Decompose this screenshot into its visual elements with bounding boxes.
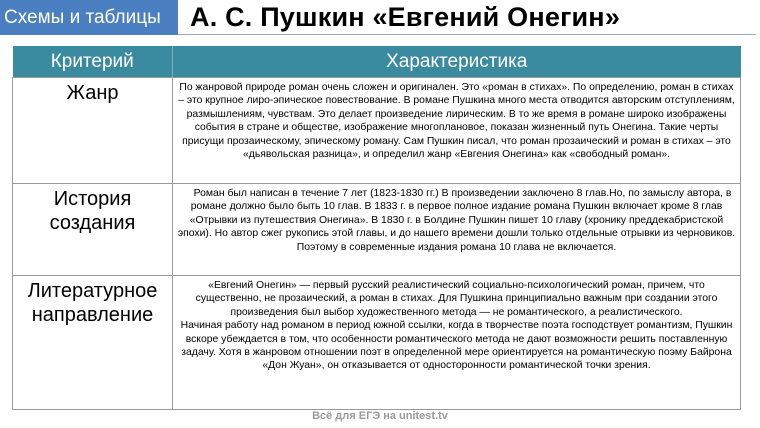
column-header-characteristic: Характеристика — [173, 46, 741, 78]
criterion-cell — [13, 184, 173, 276]
table-row-literary-direction — [13, 276, 741, 410]
table-row-genre — [13, 78, 741, 184]
criterion-label: Литературное направление — [27, 280, 158, 326]
description-paragraph: Начиная работу над романом в период южной ссылки, когда в творчестве поэта господствует романтизм, Пушкин вскоре убеждается в том, что особенности романтического метода не дают возможности решить поставленную задачу. Хотя в жанровом отношении поэт в определенной мере ориентируется на романтическую поэму Байрона «Дон Жуан», он отказывается от односторонности романтической точки зрения. — [180, 320, 733, 372]
table-row-history — [13, 184, 741, 276]
title-underline — [178, 34, 756, 35]
description-cell — [173, 184, 741, 276]
page-title: А. С. Пушкин «Евгений Онегин» — [190, 2, 621, 32]
section-tag: Схемы и таблицы — [0, 0, 178, 35]
criteria-table — [12, 46, 741, 410]
description-cell — [173, 276, 741, 410]
column-header-criterion: Критерий — [13, 46, 173, 78]
criterion-cell: Жанр — [13, 78, 173, 184]
description-paragraph: «Евгений Онегин» — первый русский реалистический социально-психологический роман, причем, что существенно, не прозаический, а роман в стихах. Для Пушкина принципиально важным при создании этого произведения был выбор художественного метода — не романтического, а реалистического. — [195, 280, 718, 318]
description-cell — [173, 78, 741, 184]
footer-credit: Всё для ЕГЭ на unitest.tv — [312, 410, 448, 422]
criterion-cell — [13, 276, 173, 410]
table-header-row — [13, 46, 741, 78]
criterion-label: История создания — [49, 188, 136, 234]
description-paragraph: Роман был написан в течение 7 лет (1823-1830 гг.) В произведении заключено 8 глав.Но, по замыслу автора, в романе должно было быть 10 глав. В 1833 г. в первое полное издание романа Пушкин включает кроме 8 глав «Отрывки из путешествия Онегина». В 1830 г. в Болдине Пушкин пишет 10 главу (хронику преддекабристской эпохи). Но автор сжег рукопись этой главы, и до нашего времени дошли только отдельные отрывки из черновиков. Поэтому в современные издания романа 10 глава не включается. — [177, 188, 736, 253]
description-paragraph: По жанровой природе роман очень сложен и оригинален. Это «роман в стихах». По определению, роман в стихах – это крупное лиро-эпическое повествование. В романе Пушкина много места отводится авторским отступлениям, размышлениям, чувствам. Это делает произведение лирическим. В то же время в романе широко изображены события в стране и обществе, изображение многоплановое, показан жизненный путь Онегина. Такие черты присущи прозаическому, эпическому роману. Сам Пушкин писал, что роман прозаический и роман в стихах – это «дьявольская разница», и определил жанр «Евгения Онегина» как «свободный роман». — [178, 82, 735, 161]
